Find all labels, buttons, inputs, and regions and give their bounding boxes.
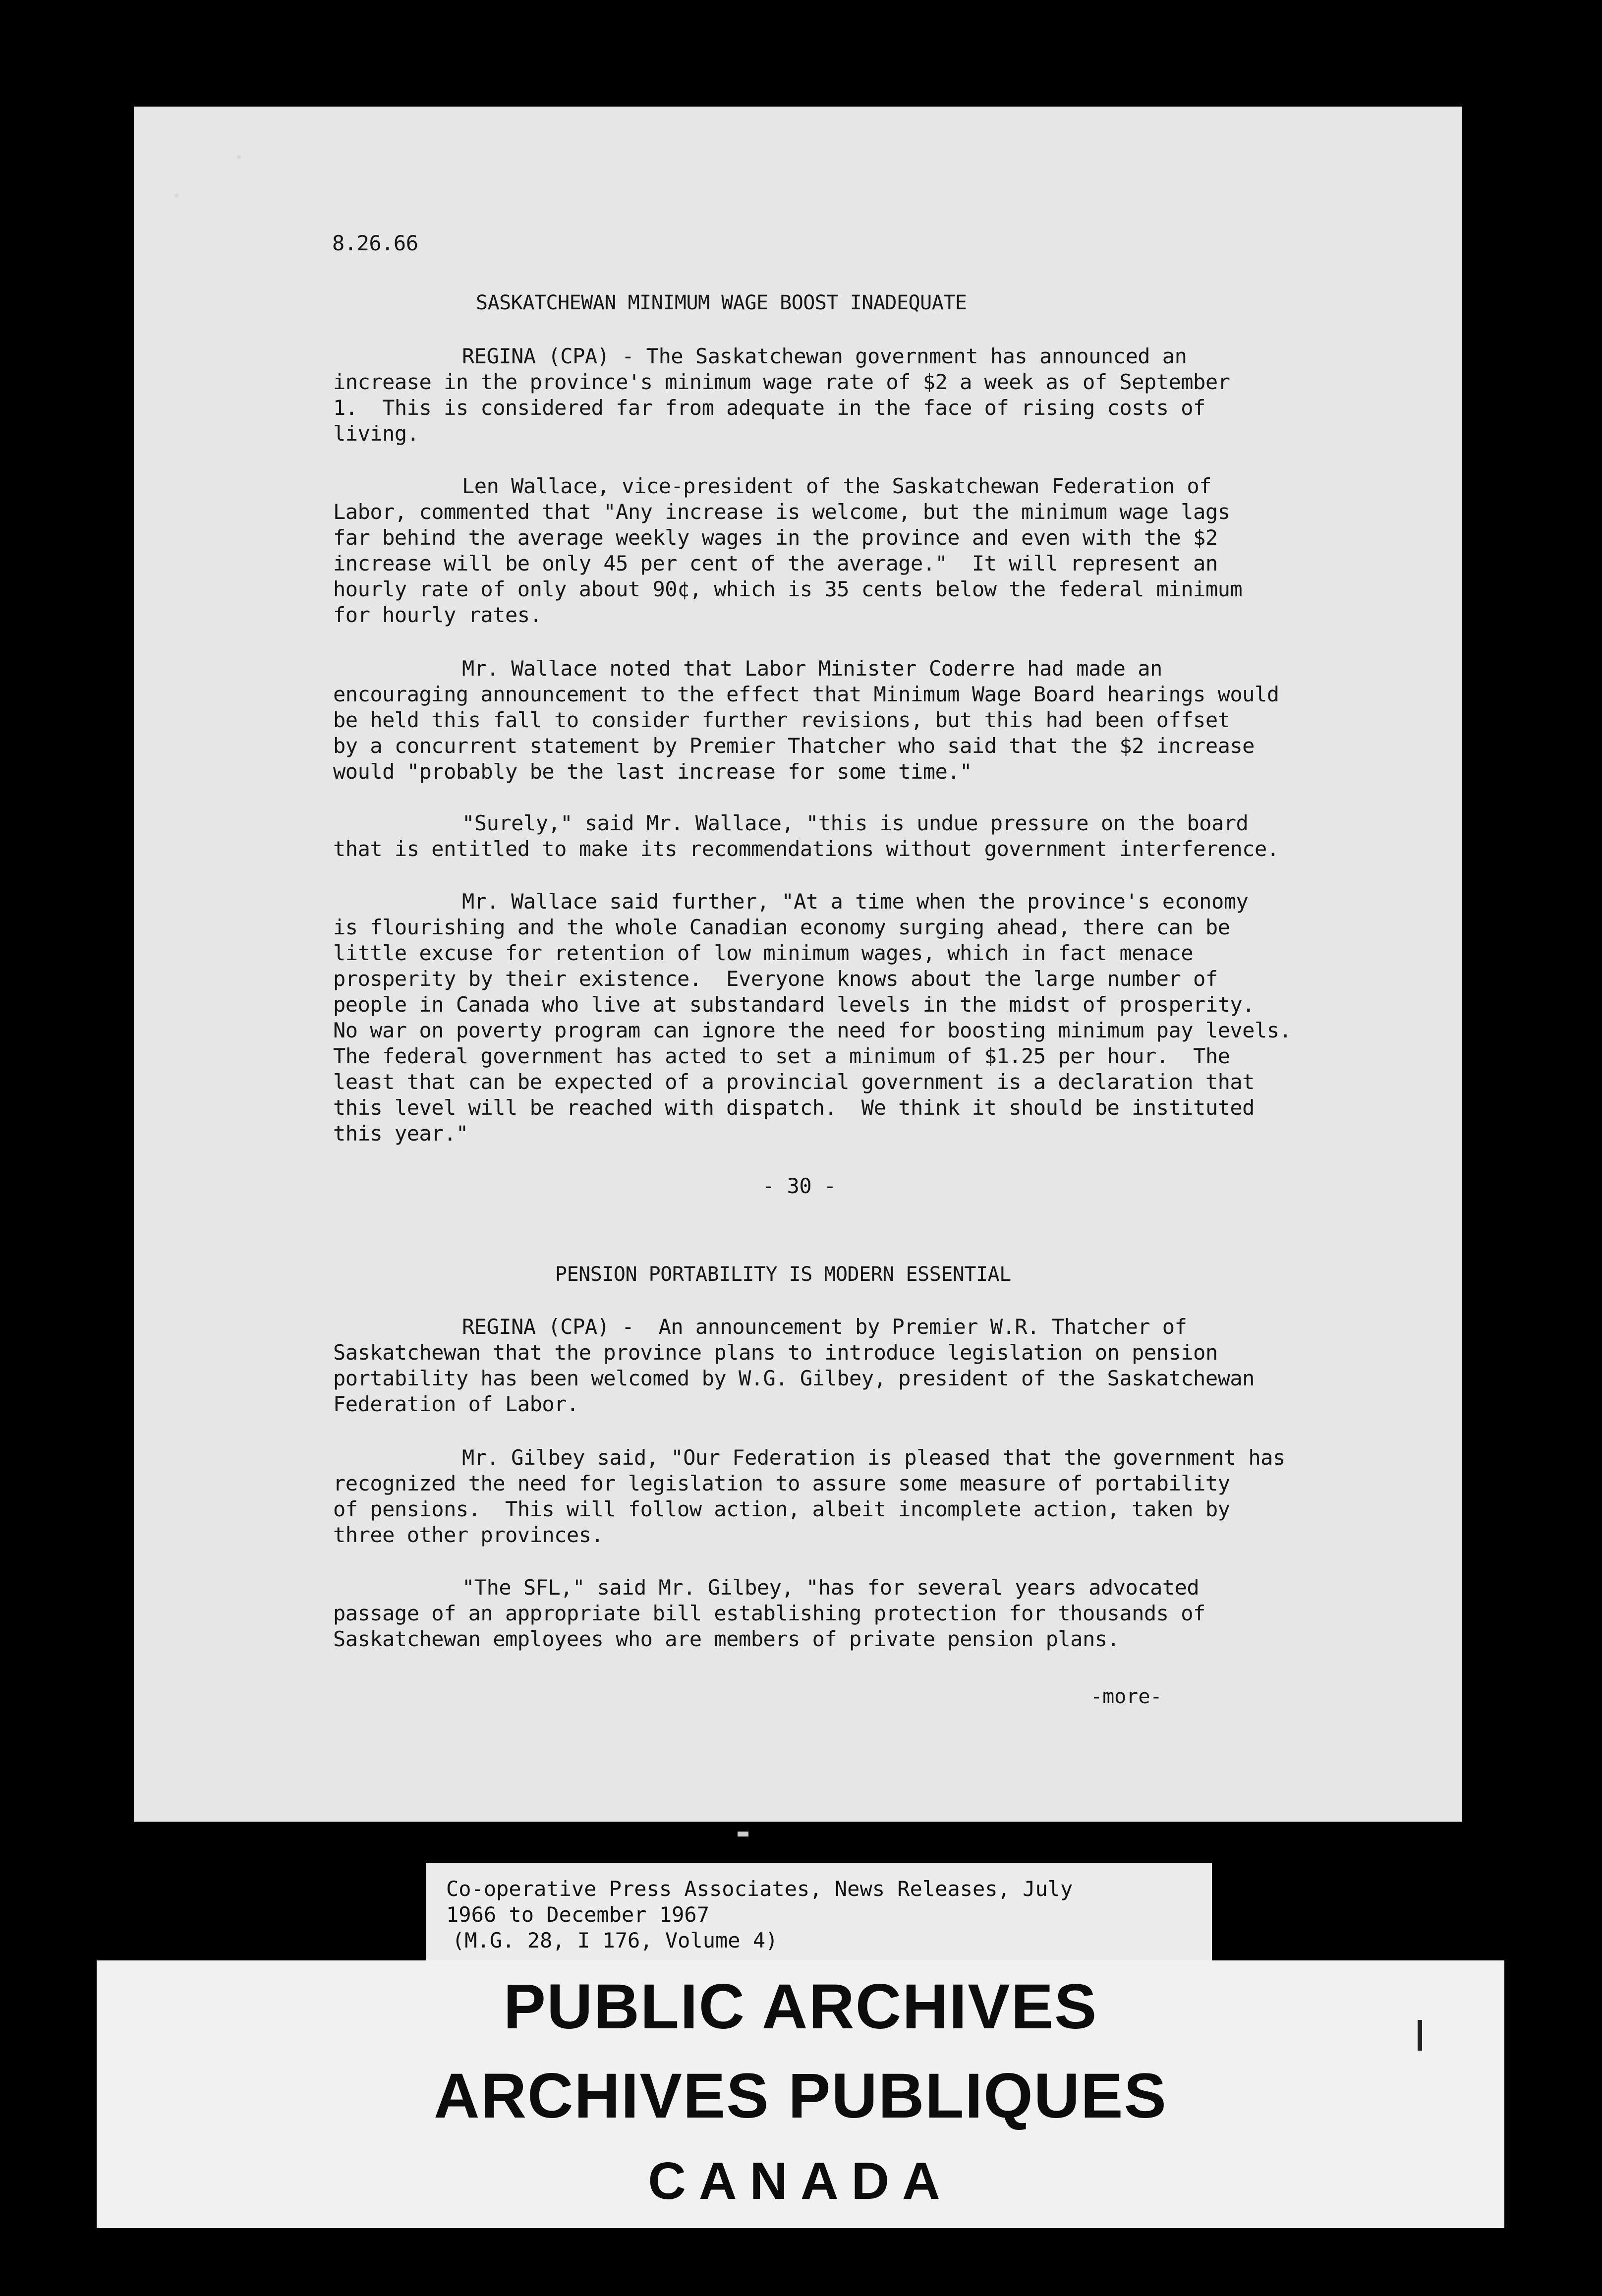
article1-p2-line: Labor, commented that "Any increase is welcome, but the minimum wage lags bbox=[333, 500, 1230, 524]
article1-p5-line: people in Canada who live at substandard levels in the midst of prosperity. bbox=[333, 992, 1255, 1017]
article1-p3-line: would "probably be the last increase for some time." bbox=[333, 759, 972, 784]
film-mark bbox=[738, 1832, 748, 1837]
article2-p2-line: of pensions. This will follow action, albeit incomplete action, taken by bbox=[333, 1497, 1230, 1521]
article2-p3-line: passage of an appropriate bill establishing protection for thousands of bbox=[333, 1601, 1205, 1625]
article2-p1-line: REGINA (CPA) - An announcement by Premier W.R. Thatcher of bbox=[462, 1315, 1187, 1339]
article1-p1-line: REGINA (CPA) - The Saskatchewan government has announced an bbox=[462, 344, 1187, 368]
article1-p2-line: far behind the average weekly wages in the province and even with the $2 bbox=[333, 525, 1218, 550]
article2-headline: PENSION PORTABILITY IS MODERN ESSENTIAL bbox=[555, 1263, 1011, 1286]
dust-speck bbox=[174, 193, 179, 198]
end-marker: - 30 - bbox=[762, 1174, 836, 1198]
article2-p1-line: portability has been welcomed by W.G. Gilbey, president of the Saskatchewan bbox=[333, 1366, 1255, 1390]
article1-p2-line: for hourly rates. bbox=[333, 603, 542, 627]
article2-p1-line: Federation of Labor. bbox=[333, 1392, 579, 1416]
article1-p3-line: encouraging announcement to the effect that Minimum Wage Board hearings would bbox=[333, 682, 1279, 706]
article2-p3-line: Saskatchewan employees who are members of private pension plans. bbox=[333, 1627, 1120, 1651]
archives-stamp bbox=[97, 1960, 1504, 2228]
article1-headline: SASKATCHEWAN MINIMUM WAGE BOOST INADEQUATE bbox=[476, 291, 967, 314]
archive-label-line: 1966 to December 1967 bbox=[446, 1902, 710, 1927]
article1-p2-line: increase will be only 45 per cent of the average." It will represent an bbox=[333, 551, 1218, 575]
article2-p2-line: Mr. Gilbey said, "Our Federation is pleased that the government has bbox=[462, 1445, 1285, 1470]
archive-label-card bbox=[426, 1863, 1212, 1972]
stamp-line-public-archives: PUBLIC ARCHIVES bbox=[503, 1971, 1098, 2042]
article2-p2-line: recognized the need for legislation to assure some measure of portability bbox=[333, 1471, 1230, 1495]
article1-p4-line: that is entitled to make its recommendations without government interference. bbox=[333, 837, 1279, 861]
article1-p5-line: prosperity by their existence. Everyone knows about the large number of bbox=[333, 967, 1218, 991]
document-page bbox=[134, 107, 1462, 1822]
article1-p3-line: by a concurrent statement by Premier Thatcher who said that the $2 increase bbox=[333, 734, 1255, 758]
article1-p5-line: is flourishing and the whole Canadian economy surging ahead, there can be bbox=[333, 915, 1230, 939]
archive-label-line: (M.G. 28, I 176, Volume 4) bbox=[452, 1928, 778, 1952]
article1-p2-line: hourly rate of only about 90¢, which is 35 cents below the federal minimum bbox=[333, 577, 1243, 601]
article1-p1-line: increase in the province's minimum wage rate of $2 a week as of September bbox=[333, 370, 1230, 394]
article1-p2-line: Len Wallace, vice-president of the Saskatchewan Federation of bbox=[462, 474, 1211, 498]
article1-p5-line: this year." bbox=[333, 1121, 468, 1146]
article1-p3-line: Mr. Wallace noted that Labor Minister Coderre had made an bbox=[462, 656, 1162, 681]
article1-p5-line: No war on poverty program can ignore the need for boosting minimum pay levels. bbox=[333, 1018, 1292, 1042]
article1-p5-line: The federal government has acted to set a minimum of $1.25 per hour. The bbox=[333, 1044, 1230, 1068]
article1-p4-line: "Surely," said Mr. Wallace, "this is undue pressure on the board bbox=[462, 811, 1249, 835]
archive-label-line: Co-operative Press Associates, News Releases, July bbox=[446, 1877, 1073, 1901]
article1-p5-line: least that can be expected of a provincial government is a declaration that bbox=[333, 1070, 1255, 1094]
article1-p5-line: this level will be reached with dispatch. We think it should be instituted bbox=[333, 1095, 1255, 1120]
article1-p5-line: little excuse for retention of low minimum wages, which in fact menace bbox=[333, 941, 1194, 965]
stamp-mark bbox=[1418, 2020, 1422, 2051]
article1-p3-line: be held this fall to consider further revisions, but this had been offset bbox=[333, 708, 1230, 732]
stamp-line-canada: CANADA bbox=[648, 2152, 953, 2210]
article1-p5-line: Mr. Wallace said further, "At a time when the province's economy bbox=[462, 889, 1249, 914]
article2-p1-line: Saskatchewan that the province plans to introduce legislation on pension bbox=[333, 1340, 1218, 1365]
dust-speck bbox=[237, 155, 241, 159]
article2-p2-line: three other provinces. bbox=[333, 1523, 604, 1547]
article1-p1-line: living. bbox=[333, 421, 419, 446]
document-date: 8.26.66 bbox=[332, 231, 418, 255]
article1-p1-line: 1. This is considered far from adequate in the face of rising costs of bbox=[333, 396, 1205, 420]
stamp-line-archives-publiques: ARCHIVES PUBLIQUES bbox=[434, 2061, 1167, 2131]
article2-p3-line: "The SFL," said Mr. Gilbey, "has for several years advocated bbox=[462, 1575, 1200, 1600]
more-marker: -more- bbox=[1090, 1685, 1162, 1708]
